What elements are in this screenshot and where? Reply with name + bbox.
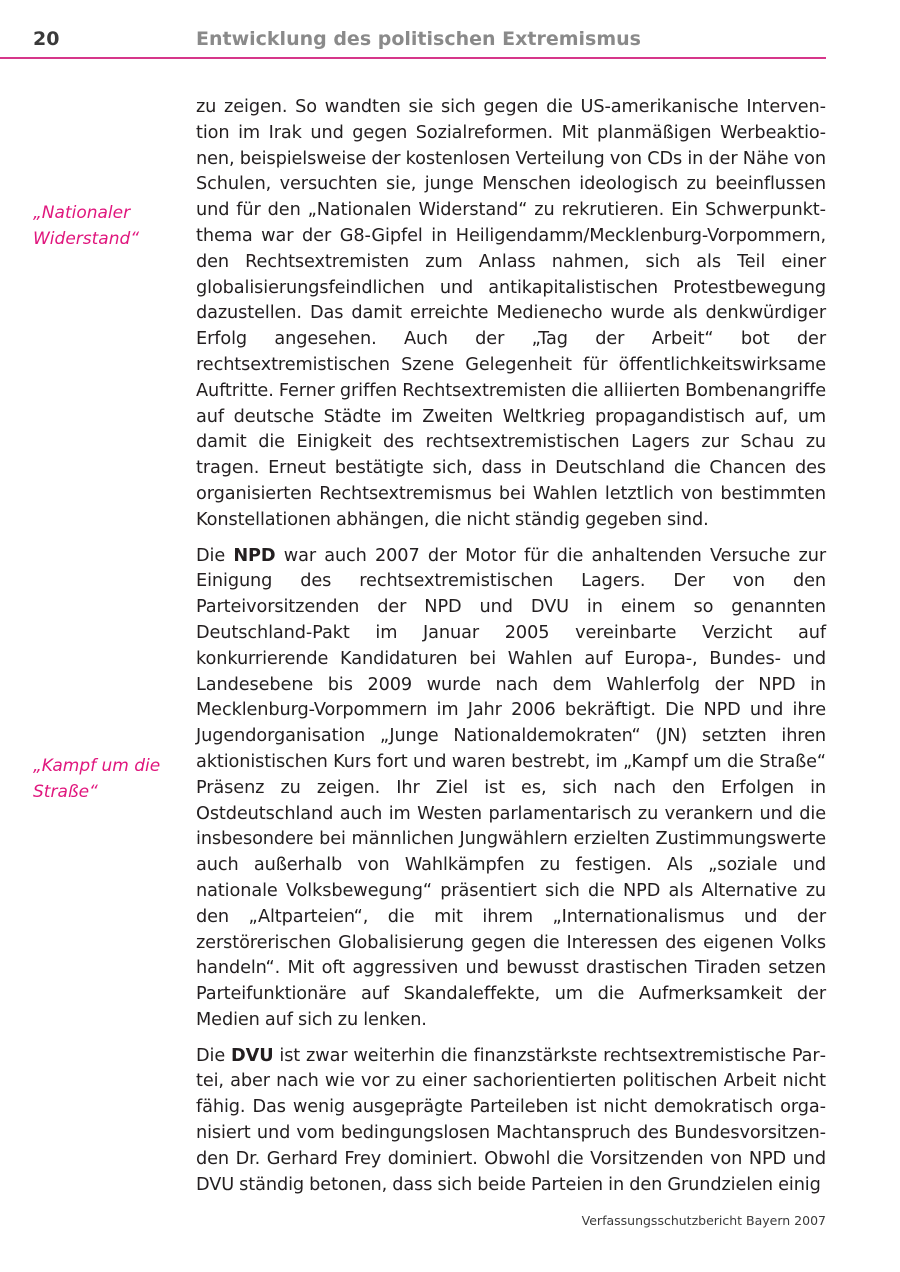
paragraph-1-text: zu zeigen. So wandten sie sich gegen die US-amerikanische Intervention im Irak und gegen Sozialreformen. Mit planmäßigen Werbeaktionen, beispielsweise der kostenlosen Verteilung von CDs in der Nähe von Schulen, versuchten sie, junge Menschen ideologisch zu beeinflussen und für den „Nationalen Widerstand“ zu rekrutieren. Ein Schwerpunktthema war der G8-Gipfel in Heiligendamm/Mecklenburg-Vorpommern, den Rechtsextremisten zum Anlass nahmen, sich als Teil einer globalisierungsfeindlichen und antikapitalistischen Protestbewegung dazustellen. Das damit erreichte Medienecho wurde als denkwürdiger Erfolg angesehen. Auch der „Tag der Arbeit“ bot der rechtsextremistischen Szene Gelegenheit für öffentlichkeitswirksame Auftritte. Ferner griffen Rechtsextremisten die alliierten Bombenangriffe auf deutsche Städte im Zweiten Weltkrieg propagandistisch auf, um damit die Einigkeit des rechtsextremistischen Lagers zur Schau zu tragen. Erneut bestätigte sich, dass in Deutschland die Chancen des organisierten Rechtsextremismus bei Wahlen letztlich von bestimmten Konstellationen abhängen, die nicht ständig gegeben sind.	[196, 97, 826, 530]
paragraph-2-keyword: NPD	[233, 545, 276, 566]
paragraph-2-text: war auch 2007 der Motor für die anhaltenden Versuche zur Einigung des rechtsextremistischen Lagers. Der von den Parteivorsitzenden der NPD und DVU in einem so genannten Deutschland-Pakt im Januar 2005 vereinbarte Verzicht auf konkurrierende Kandidaturen bei Wahlen auf Europa-, Bundes- und Landesebene bis 2009 wurde nach dem Wahlerfolg der NPD in Mecklenburg-Vorpommern im Jahr 2006 bekräftigt. Die NPD und ihre Jugendorganisation „Junge Nationaldemokraten“ (JN) setzten ihren aktionistischen Kurs fort und waren bestrebt, im „Kampf um die Straße“ Präsenz zu zeigen. Ihr Ziel ist es, sich nach den Erfolgen in Ostdeutschland auch im Westen parlamentarisch zu verankern und die insbesondere bei männlichen Jungwählern erzielten Zustimmungswerte auch außerhalb von Wahlkämpfen zu festigen. Als „soziale und nationale Volksbewegung“ präsentiert sich die NPD als Alternative zu den „Altparteien“, die mit ihrem „Internationalismus und der zerstörerischen Globalisierung gegen die Interessen des eigenen Volks handeln“. Mit oft aggressiven und bewusst drastischen Tiraden setzen Parteifunktionäre auf Skandaleffekte, um die Aufmerksamkeit der Medien auf sich zu lenken.	[196, 545, 826, 1030]
body-text	[196, 95, 826, 1208]
paragraph-2-npd	[196, 544, 826, 1034]
paragraph-3-text: ist zwar weiterhin die finanzstärkste rechtsextremistische Partei, aber nach wie vor zu einer sachorientierten politischen Arbeit nicht fähig. Das wenig ausgeprägte Parteileben ist nicht demokratisch organisiert und vom bedingungslosen Machtanspruch des Bundesvorsitzenden Dr. Gerhard Frey dominiert. Obwohl die Vorsitzenden von NPD und DVU ständig betonen, dass sich beide Parteien in den Grundzielen einig	[196, 1045, 826, 1195]
paragraph-2-lead: Die	[196, 545, 234, 566]
paragraph-3-keyword: DVU	[231, 1045, 274, 1066]
page-number: 20	[33, 28, 60, 50]
running-title: Entwicklung des politischen Extremismus	[196, 28, 641, 50]
paragraph-3-dvu	[196, 1044, 826, 1199]
paragraph-1	[196, 95, 826, 534]
page-footer: Verfassungsschutzbericht Bayern 2007	[581, 1213, 826, 1228]
margin-note-kampf-um-die-strasse: „Kampf um die Straße“	[33, 756, 161, 802]
paragraph-3-lead: Die	[196, 1045, 232, 1066]
page-header	[0, 0, 826, 59]
margin-note-nationaler-widerstand: „Nationaler Widerstand“	[33, 203, 140, 249]
